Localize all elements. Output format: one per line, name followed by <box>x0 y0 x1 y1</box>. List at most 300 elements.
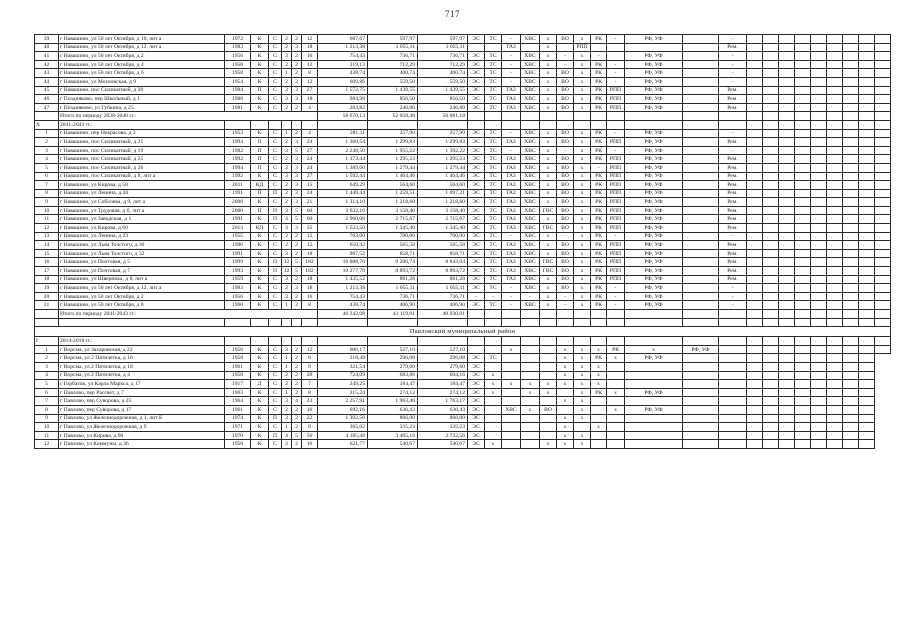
table-cell: 3 <box>282 206 292 215</box>
table-cell <box>683 232 719 241</box>
empty-cell <box>269 318 282 327</box>
table-cell: РПП <box>607 198 625 207</box>
section-label: 2014-2016 гг.: <box>59 337 225 346</box>
empty-cell <box>827 52 843 61</box>
table-cell <box>557 43 574 52</box>
table-cell: РФ, УФ <box>625 206 683 215</box>
empty-cell <box>843 267 859 276</box>
table-cell: 2 <box>292 103 302 112</box>
empty-cell <box>502 337 521 346</box>
table-cell: х <box>540 35 557 44</box>
table-cell: 1 389,00 <box>318 163 368 172</box>
empty-cell <box>747 43 763 52</box>
empty-cell <box>859 163 875 172</box>
empty-cell <box>795 414 811 423</box>
table-cell <box>607 371 625 380</box>
table-cell: 1 295,23 <box>368 155 418 164</box>
table-cell: 246,80 <box>368 103 418 112</box>
empty-cell <box>763 380 779 389</box>
table-cell: ТС <box>485 129 502 138</box>
empty-cell <box>468 310 485 319</box>
table-cell: 43 <box>35 69 59 78</box>
table-cell: С <box>269 43 282 52</box>
empty-cell <box>683 318 719 327</box>
table-cell: КД <box>251 224 269 233</box>
empty-cell <box>859 405 875 414</box>
empty-cell <box>875 345 891 354</box>
table-cell: 1 <box>282 388 292 397</box>
empty-cell <box>763 232 779 241</box>
table-cell: г Навашино, пос Силикатный, д 19 <box>59 146 225 155</box>
table-cell: х <box>574 380 591 389</box>
empty-cell <box>521 337 540 346</box>
table-cell: х <box>591 423 607 432</box>
table-cell: К <box>251 172 269 181</box>
table-cell <box>502 371 521 380</box>
empty-cell <box>843 69 859 78</box>
table-cell <box>683 371 719 380</box>
table-cell: 257,90 <box>368 129 418 138</box>
table-cell: г Ворсма, ул 2 Пятилетка, д 18 <box>59 362 225 371</box>
table-cell: - <box>719 35 747 44</box>
empty-cell <box>779 310 795 319</box>
table-cell: х <box>540 129 557 138</box>
table-cell: ВО <box>557 35 574 44</box>
empty-cell <box>302 337 318 346</box>
empty-cell <box>779 215 795 224</box>
table-cell: ХВС <box>521 198 540 207</box>
table-cell: 3 <box>292 198 302 207</box>
empty-cell <box>859 440 875 449</box>
table-cell: РК <box>591 224 607 233</box>
table-cell: 7 <box>302 380 318 389</box>
table-cell: ХВС <box>521 189 540 198</box>
empty-cell <box>779 241 795 250</box>
table-cell <box>607 362 625 371</box>
empty-cell <box>795 397 811 406</box>
table-cell: ГВС <box>540 258 557 267</box>
table-cell: г Павлово, ул Коммуны, д 36 <box>59 440 225 449</box>
table-row <box>35 129 891 138</box>
empty-cell <box>811 35 827 44</box>
empty-cell <box>875 77 891 86</box>
table-cell: г Навашино, ул Почтовая, д 7 <box>59 267 225 276</box>
table-cell: ТС <box>485 77 502 86</box>
empty-cell <box>843 397 859 406</box>
table-cell: г Навашино, ул Ленина, д 23 <box>59 232 225 241</box>
empty-cell <box>747 120 763 129</box>
table-cell <box>485 43 502 52</box>
empty-cell <box>292 120 302 129</box>
empty-cell <box>779 388 795 397</box>
table-cell <box>540 397 557 406</box>
empty-cell <box>795 275 811 284</box>
table-cell: 9 <box>35 414 59 423</box>
table-cell: - <box>607 129 625 138</box>
empty-cell <box>540 120 557 129</box>
table-cell: РФ, УФ <box>625 258 683 267</box>
table-cell: 1 <box>282 129 292 138</box>
empty-cell <box>763 318 779 327</box>
table-cell: 621,77 <box>318 440 368 449</box>
table-cell: РФ, УФ <box>625 103 683 112</box>
table-row <box>35 414 891 423</box>
empty-cell <box>795 440 811 449</box>
empty-cell <box>763 52 779 61</box>
table-cell: ВО <box>557 86 574 95</box>
table-cell: ВО <box>557 129 574 138</box>
spacer-row <box>35 318 891 327</box>
table-cell: 1 055,11 <box>368 43 418 52</box>
empty-cell <box>747 345 763 354</box>
empty-cell <box>811 267 827 276</box>
table-cell <box>683 397 719 406</box>
table-cell: х <box>521 388 540 397</box>
empty-cell <box>540 337 557 346</box>
empty-cell <box>468 337 485 346</box>
table-cell: 1994 <box>225 163 251 172</box>
table-cell: 2013 <box>225 224 251 233</box>
table-cell: 1996 <box>225 241 251 250</box>
table-cell: РФ, УФ <box>625 129 683 138</box>
empty-cell <box>747 138 763 147</box>
table-cell: 3 <box>282 345 292 354</box>
empty-cell <box>747 318 763 327</box>
table-cell: ХВС <box>502 405 521 414</box>
table-cell: х <box>574 103 591 112</box>
table-cell: ХВС <box>521 172 540 181</box>
empty-cell <box>607 310 625 319</box>
table-cell: К <box>251 397 269 406</box>
table-cell: ВО <box>557 181 574 190</box>
empty-cell <box>811 52 827 61</box>
table-cell: ЭС <box>468 129 485 138</box>
empty-cell <box>843 181 859 190</box>
empty-cell <box>811 43 827 52</box>
empty-cell <box>811 86 827 95</box>
empty-cell <box>719 380 747 389</box>
empty-cell <box>875 198 891 207</box>
empty-cell <box>521 120 540 129</box>
table-cell: ХВС <box>521 301 540 310</box>
empty-cell <box>827 241 843 250</box>
table-cell: ВО <box>557 249 574 258</box>
table-cell: 335,23 <box>418 423 468 432</box>
table-cell: х <box>485 440 502 449</box>
empty-cell <box>557 120 574 129</box>
table-cell <box>521 354 540 363</box>
table-cell <box>683 86 719 95</box>
table-cell: 2 715,67 <box>418 215 468 224</box>
table-cell: 35 <box>302 224 318 233</box>
table-cell <box>683 440 719 449</box>
table-cell <box>485 431 502 440</box>
empty-cell <box>827 112 843 121</box>
table-cell: К <box>251 198 269 207</box>
empty-cell <box>779 155 795 164</box>
table-cell: ЭС <box>468 69 485 78</box>
empty-cell <box>811 206 827 215</box>
table-cell: К <box>251 440 269 449</box>
table-cell: 315,24 <box>318 388 368 397</box>
table-cell: г Навашино, ул Московская, д 9 <box>59 77 225 86</box>
table-cell: 257,90 <box>418 129 468 138</box>
empty-cell <box>811 354 827 363</box>
table-cell: 10 <box>35 423 59 432</box>
table-cell: РК <box>591 69 607 78</box>
empty-cell <box>795 215 811 224</box>
table-cell: 866,00 <box>368 414 418 423</box>
table-cell: х <box>557 345 574 354</box>
table-cell: ЭС <box>468 232 485 241</box>
table-cell <box>625 431 683 440</box>
table-cell: - <box>607 60 625 69</box>
table-cell: ТС <box>485 206 502 215</box>
empty-cell <box>779 267 795 276</box>
table-cell: 2 <box>292 249 302 258</box>
table-cell: П <box>251 86 269 95</box>
empty-cell <box>827 292 843 301</box>
table-cell: 18 <box>302 43 318 52</box>
empty-cell <box>843 86 859 95</box>
table-cell: 24 <box>302 189 318 198</box>
table-cell: 2 <box>282 35 292 44</box>
table-cell: 11 <box>35 215 59 224</box>
table-cell: - <box>502 69 521 78</box>
empty-cell <box>875 301 891 310</box>
table-cell: К <box>251 69 269 78</box>
table-cell: ГАЗ <box>502 267 521 276</box>
table-cell: ВО <box>557 198 574 207</box>
empty-cell <box>719 431 747 440</box>
table-cell: С <box>269 345 282 354</box>
table-cell: 3 <box>282 224 292 233</box>
table-cell: 1 <box>282 354 292 363</box>
table-cell: ЭС <box>468 103 485 112</box>
table-cell <box>591 397 607 406</box>
table-cell: П <box>269 414 282 423</box>
empty-cell <box>875 241 891 250</box>
empty-cell <box>779 103 795 112</box>
table-cell: х <box>557 440 574 449</box>
empty-cell <box>859 232 875 241</box>
table-cell: х <box>607 354 625 363</box>
table-cell: х <box>540 198 557 207</box>
table-cell: х <box>607 388 625 397</box>
table-cell: 7 <box>35 397 59 406</box>
table-cell: ХВС <box>521 69 540 78</box>
table-row <box>35 69 891 78</box>
empty-cell <box>827 249 843 258</box>
empty-cell <box>468 120 485 129</box>
empty-cell <box>811 112 827 121</box>
table-cell: х <box>574 371 591 380</box>
empty-cell <box>292 318 302 327</box>
total-area: 58 670,13 <box>318 112 368 121</box>
empty-cell <box>859 292 875 301</box>
table-cell: г Павлово, ул Кирова, д 90 <box>59 431 225 440</box>
table-cell: 3 632,16 <box>318 206 368 215</box>
table-cell: ТС <box>485 224 502 233</box>
table-cell: С <box>269 172 282 181</box>
table-cell: 4 <box>302 103 318 112</box>
table-cell: РК <box>591 172 607 181</box>
empty-cell <box>827 146 843 155</box>
table-cell: ЭС <box>468 35 485 44</box>
table-cell: РК <box>591 103 607 112</box>
empty-cell <box>859 318 875 327</box>
table-cell: 274,12 <box>368 388 418 397</box>
table-cell: г Навашино, ул 50 лет Октября, д 12, лит а <box>59 43 225 52</box>
empty-cell <box>827 232 843 241</box>
table-cell: 2 <box>282 440 292 449</box>
empty-cell <box>795 163 811 172</box>
table-cell: 296,08 <box>368 354 418 363</box>
empty-cell <box>811 69 827 78</box>
empty-cell <box>811 397 827 406</box>
table-cell: 1 213,38 <box>318 43 368 52</box>
empty-cell <box>859 380 875 389</box>
table-cell: х <box>574 146 591 155</box>
table-cell: ЭС <box>468 138 485 147</box>
table-cell: г Навашино, ул Льва Толстого, д 32 <box>59 249 225 258</box>
table-cell: х <box>574 86 591 95</box>
empty-cell <box>795 258 811 267</box>
table-cell: РК <box>591 181 607 190</box>
empty-cell <box>779 172 795 181</box>
table-cell: К <box>251 345 269 354</box>
table-cell: 2 <box>282 155 292 164</box>
table-cell: С <box>269 232 282 241</box>
table-cell: 279,60 <box>418 362 468 371</box>
empty-cell <box>811 414 827 423</box>
table-cell: РФ, УФ <box>625 354 683 363</box>
table-cell: С <box>269 388 282 397</box>
table-cell: 3 <box>292 155 302 164</box>
table-cell: С <box>269 138 282 147</box>
table-cell: 43 <box>302 397 318 406</box>
table-cell: 2 257,91 <box>318 397 368 406</box>
table-cell <box>607 414 625 423</box>
empty-cell <box>827 215 843 224</box>
table-cell: х <box>591 380 607 389</box>
table-cell: 1999 <box>225 258 251 267</box>
table-row <box>35 138 891 147</box>
table-row <box>35 284 891 293</box>
table-cell: С <box>269 362 282 371</box>
table-cell: 8 <box>302 354 318 363</box>
table-cell: 4 185,48 <box>318 431 368 440</box>
table-cell: РПП <box>607 86 625 95</box>
table-cell: 1 <box>282 362 292 371</box>
table-row <box>35 224 891 233</box>
table-cell: 9 206,74 <box>368 258 418 267</box>
table-cell: 246,80 <box>418 103 468 112</box>
table-cell: 22 <box>302 414 318 423</box>
empty-cell <box>719 388 747 397</box>
empty-cell <box>859 345 875 354</box>
empty-cell <box>779 232 795 241</box>
table-cell: 724,09 <box>318 371 368 380</box>
table-cell: 3 <box>292 224 302 233</box>
table-cell: ГАЗ <box>502 95 521 104</box>
table-cell: С <box>269 86 282 95</box>
empty-cell <box>747 362 763 371</box>
table-cell: РПП <box>607 155 625 164</box>
table-cell: х <box>591 362 607 371</box>
empty-cell <box>485 318 502 327</box>
empty-cell <box>763 155 779 164</box>
table-cell <box>683 77 719 86</box>
empty-cell <box>521 318 540 327</box>
table-cell: 2 <box>292 35 302 44</box>
empty-cell <box>827 77 843 86</box>
table-cell: ГАЗ <box>502 275 521 284</box>
empty-cell <box>763 112 779 121</box>
table-cell: ЭС <box>468 397 485 406</box>
table-cell: х <box>574 189 591 198</box>
table-cell: 1 464,46 <box>418 172 468 181</box>
table-row <box>35 35 891 44</box>
table-cell: х <box>540 275 557 284</box>
table-cell: 2 732,56 <box>418 431 468 440</box>
table-cell: РК <box>591 35 607 44</box>
table-cell: ХВС <box>521 146 540 155</box>
table-cell: - <box>468 292 485 301</box>
table-cell: ВО <box>540 405 557 414</box>
table-cell: 1981 <box>225 103 251 112</box>
table-cell: 2 <box>292 60 302 69</box>
empty-cell <box>779 181 795 190</box>
table-cell: ЭС <box>468 95 485 104</box>
table-cell: Рем. <box>719 103 747 112</box>
table-cell: 527,10 <box>368 345 418 354</box>
table-cell: г Навашино, ул 50 лет Октября, д 2 <box>59 292 225 301</box>
empty-cell <box>859 155 875 164</box>
table-cell: ТС <box>485 189 502 198</box>
empty-cell <box>763 249 779 258</box>
table-cell: К <box>251 241 269 250</box>
table-cell: 1992 <box>225 172 251 181</box>
table-cell: ТС <box>485 155 502 164</box>
empty-cell <box>574 120 591 129</box>
empty-cell <box>843 318 859 327</box>
table-cell: ГАЗ <box>502 189 521 198</box>
empty-cell <box>607 318 625 327</box>
table-cell: - <box>557 301 574 310</box>
table-cell: 597,97 <box>368 35 418 44</box>
table-cell: 2 <box>292 423 302 432</box>
table-cell: П <box>269 431 282 440</box>
table-cell: РФ, УФ <box>625 388 683 397</box>
table-cell: 16 <box>35 258 59 267</box>
table-cell: 2 <box>292 405 302 414</box>
table-cell: П <box>251 155 269 164</box>
table-cell: РПП <box>607 95 625 104</box>
table-cell <box>607 431 625 440</box>
table-cell: 60 <box>302 206 318 215</box>
table-cell: 754,43 <box>318 52 368 61</box>
empty-cell <box>843 198 859 207</box>
table-cell: 754,43 <box>318 292 368 301</box>
table-cell: х <box>574 172 591 181</box>
table-cell: РФ, УФ <box>625 181 683 190</box>
table-cell <box>485 362 502 371</box>
table-cell: х <box>540 77 557 86</box>
empty-cell <box>827 318 843 327</box>
table-cell: х <box>502 345 521 354</box>
table-cell: РФ, УФ <box>625 405 683 414</box>
